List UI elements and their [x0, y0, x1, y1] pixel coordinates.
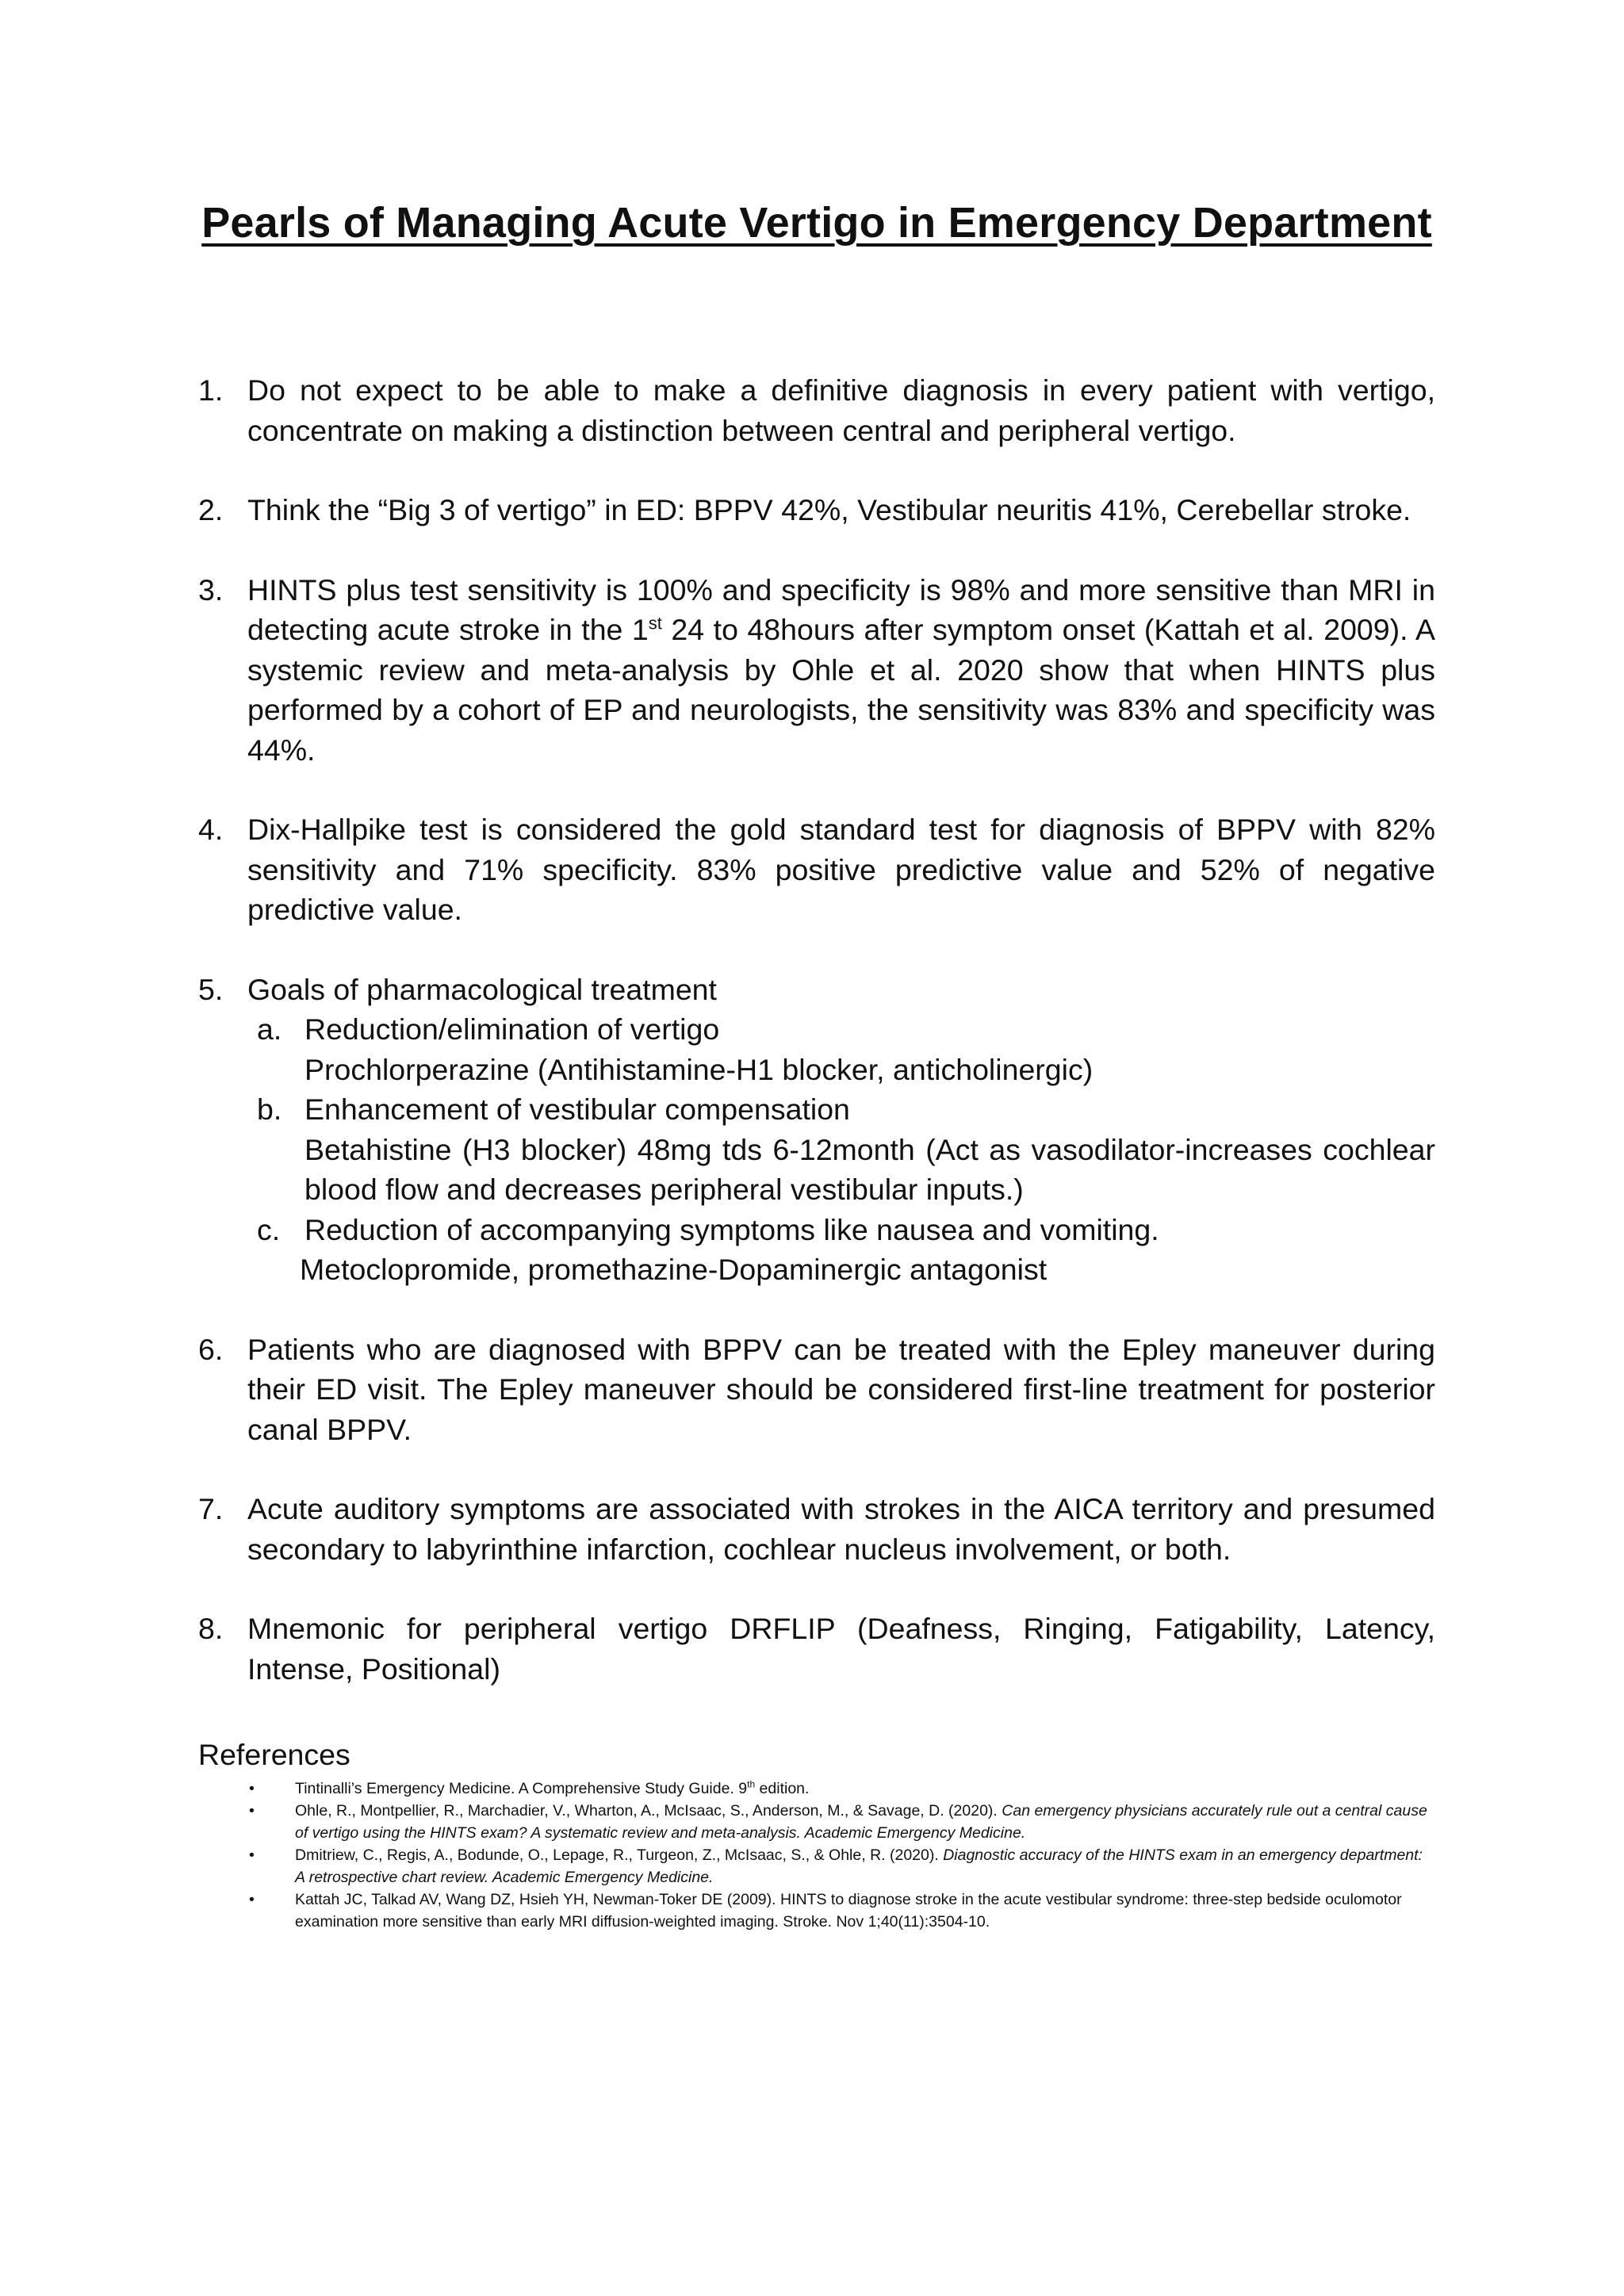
- reference-text: [295, 1800, 1435, 1844]
- list-item: [198, 490, 1435, 530]
- reference-text: [295, 1777, 1435, 1800]
- item-body: [247, 970, 1435, 1290]
- item-text: Mnemonic for peripheral vertigo DRFLIP (Deafness, Ringing, Fatigability, Latency, Intense, Positional): [247, 1612, 1435, 1686]
- item-number: 4.: [198, 813, 224, 846]
- sub-item-drug: Metoclopromide, promethazine-Dopaminergic antagonist: [300, 1253, 1048, 1286]
- item-text: Patients who are diagnosed with BPPV can be treated with the Epley maneuver during their ED visit. The Epley maneuver should be considered first-line treatment for posterior canal BPPV.: [247, 1332, 1435, 1446]
- list-item: [198, 809, 1435, 930]
- sub-item-body: [304, 1089, 1435, 1210]
- item-text-part: HINTS plus test sensitivity is 100% and specificity is 98% and more sensitive than MRI in detecting acute stroke in the 1: [247, 572, 1435, 646]
- sub-list-item: [257, 1089, 1435, 1210]
- bullet-icon: •: [249, 1891, 255, 1908]
- item-text: Dix-Hallpike test is considered the gold standard test for diagnosis of BPPV with 82% sensitivity and 71% specificity. 83% positive predictive value and 52% of negative predictive value.: [247, 813, 1435, 926]
- reference-text: [295, 1844, 1435, 1888]
- item-number: 7.: [198, 1492, 224, 1525]
- item-number: 6.: [198, 1332, 224, 1366]
- item-text-part: 24 to 48hours after symptom onset (Kattah et al. 2009). A systemic review and meta-analysis by Ohle et al. 2020 show that when HINTS plus performed by a cohort of EP and neurologists, the sensitivity was 83% and specificity was 44%.: [247, 613, 1435, 767]
- reference-entry: [198, 1777, 1435, 1800]
- reference-entry: [198, 1844, 1435, 1888]
- item-number: 3.: [198, 572, 224, 607]
- list-item: [198, 970, 1435, 1290]
- ordinal-superscript: th: [747, 1778, 756, 1790]
- reference-text-part: edition.: [755, 1780, 810, 1797]
- ordinal-superscript: st: [648, 613, 662, 633]
- item-number: 1.: [198, 373, 224, 407]
- sub-item-drug: Betahistine (H3 blocker) 48mg tds 6-12month (Act as vasodilator-increases cochlear blood flow and decreases peripheral vestibular inputs.): [304, 1132, 1435, 1206]
- reference-text: Kattah JC, Talkad AV, Wang DZ, Hsieh YH, Newman-Toker DE (2009). HINTS to diagnose stroke in the acute vestibular syndrome: three-step bedside oculomotor examination more sensitive than early MRI diffusion-weighted imaging. Stroke. Nov 1;40(11):3504-10.: [295, 1891, 1402, 1931]
- item-number: 5.: [198, 972, 224, 1006]
- sub-item-goal: Reduction of accompanying symptoms like nausea and vomiting.: [304, 1212, 1159, 1246]
- sub-item-goal: Enhancement of vestibular compensation: [304, 1093, 850, 1126]
- item-number: 2.: [198, 493, 224, 526]
- sub-item-letter: c.: [257, 1212, 281, 1246]
- sub-item-goal: Reduction/elimination of vertigo: [304, 1012, 720, 1046]
- list-item: [198, 1330, 1435, 1450]
- pearls-list: [198, 370, 1435, 1689]
- reference-text-part: Tintinalli’s Emergency Medicine. A Comprehensive Study Guide. 9: [295, 1780, 748, 1797]
- bullet-icon: •: [249, 1846, 255, 1864]
- item-number: 8.: [198, 1612, 224, 1645]
- sub-item-letter: a.: [257, 1012, 282, 1046]
- references-heading: References: [198, 1738, 350, 1771]
- references-list: [198, 1777, 1435, 1933]
- sub-item-drug: Prochlorperazine (Antihistamine-H1 blocker, anticholinergic): [304, 1052, 1094, 1086]
- sub-list-item: [257, 1210, 1435, 1290]
- item-text: Goals of pharmacological treatment: [247, 972, 717, 1006]
- bullet-icon: •: [249, 1802, 255, 1820]
- page-title: Pearls of Managing Acute Vertigo in Emergency Department: [201, 199, 1432, 247]
- sub-item-body: [304, 1009, 1435, 1089]
- reference-title: Diagnostic accuracy of the HINTS exam in an emergency department: A retrospective chart review. Academic Emergency Medicine.: [295, 1846, 1423, 1886]
- reference-title: Can emergency physicians accurately rule out a central cause of vertigo using the HINTS exam? A systematic review and meta-analysis. Academic Emergency Medicine.: [295, 1802, 1427, 1842]
- list-item: [198, 570, 1435, 771]
- sub-item-letter: b.: [257, 1093, 282, 1126]
- bullet-icon: •: [249, 1780, 255, 1797]
- item-text: [247, 570, 1435, 771]
- reference-text-part: Dmitriew, C., Regis, A., Bodunde, O., Lepage, R., Turgeon, Z., McIsaac, S., & Ohle, R. (2020).: [295, 1846, 944, 1864]
- sub-list-item: [257, 1009, 1435, 1089]
- item-text: Do not expect to be able to make a definitive diagnosis in every patient with vertigo, concentrate on making a distinction between central and peripheral vertigo.: [247, 373, 1435, 447]
- list-item: [198, 1489, 1435, 1569]
- references-section: [198, 1736, 1435, 1933]
- reference-entry: [198, 1888, 1435, 1933]
- reference-text-part: Ohle, R., Montpellier, R., Marchadier, V., Wharton, A., McIsaac, S., Anderson, M., & Savage, D. (2020).: [295, 1802, 1002, 1820]
- list-item: [198, 370, 1435, 450]
- document-page: [198, 198, 1435, 1933]
- list-item: [198, 1609, 1435, 1689]
- item-text: Think the “Big 3 of vertigo” in ED: BPPV 42%, Vestibular neuritis 41%, Cerebellar stroke.: [247, 493, 1411, 526]
- item-text: Acute auditory symptoms are associated with strokes in the AICA territory and presumed secondary to labyrinthine infarction, cochlear nucleus involvement, or both.: [247, 1492, 1435, 1566]
- reference-entry: [198, 1800, 1435, 1844]
- sub-item-body: [300, 1210, 1435, 1290]
